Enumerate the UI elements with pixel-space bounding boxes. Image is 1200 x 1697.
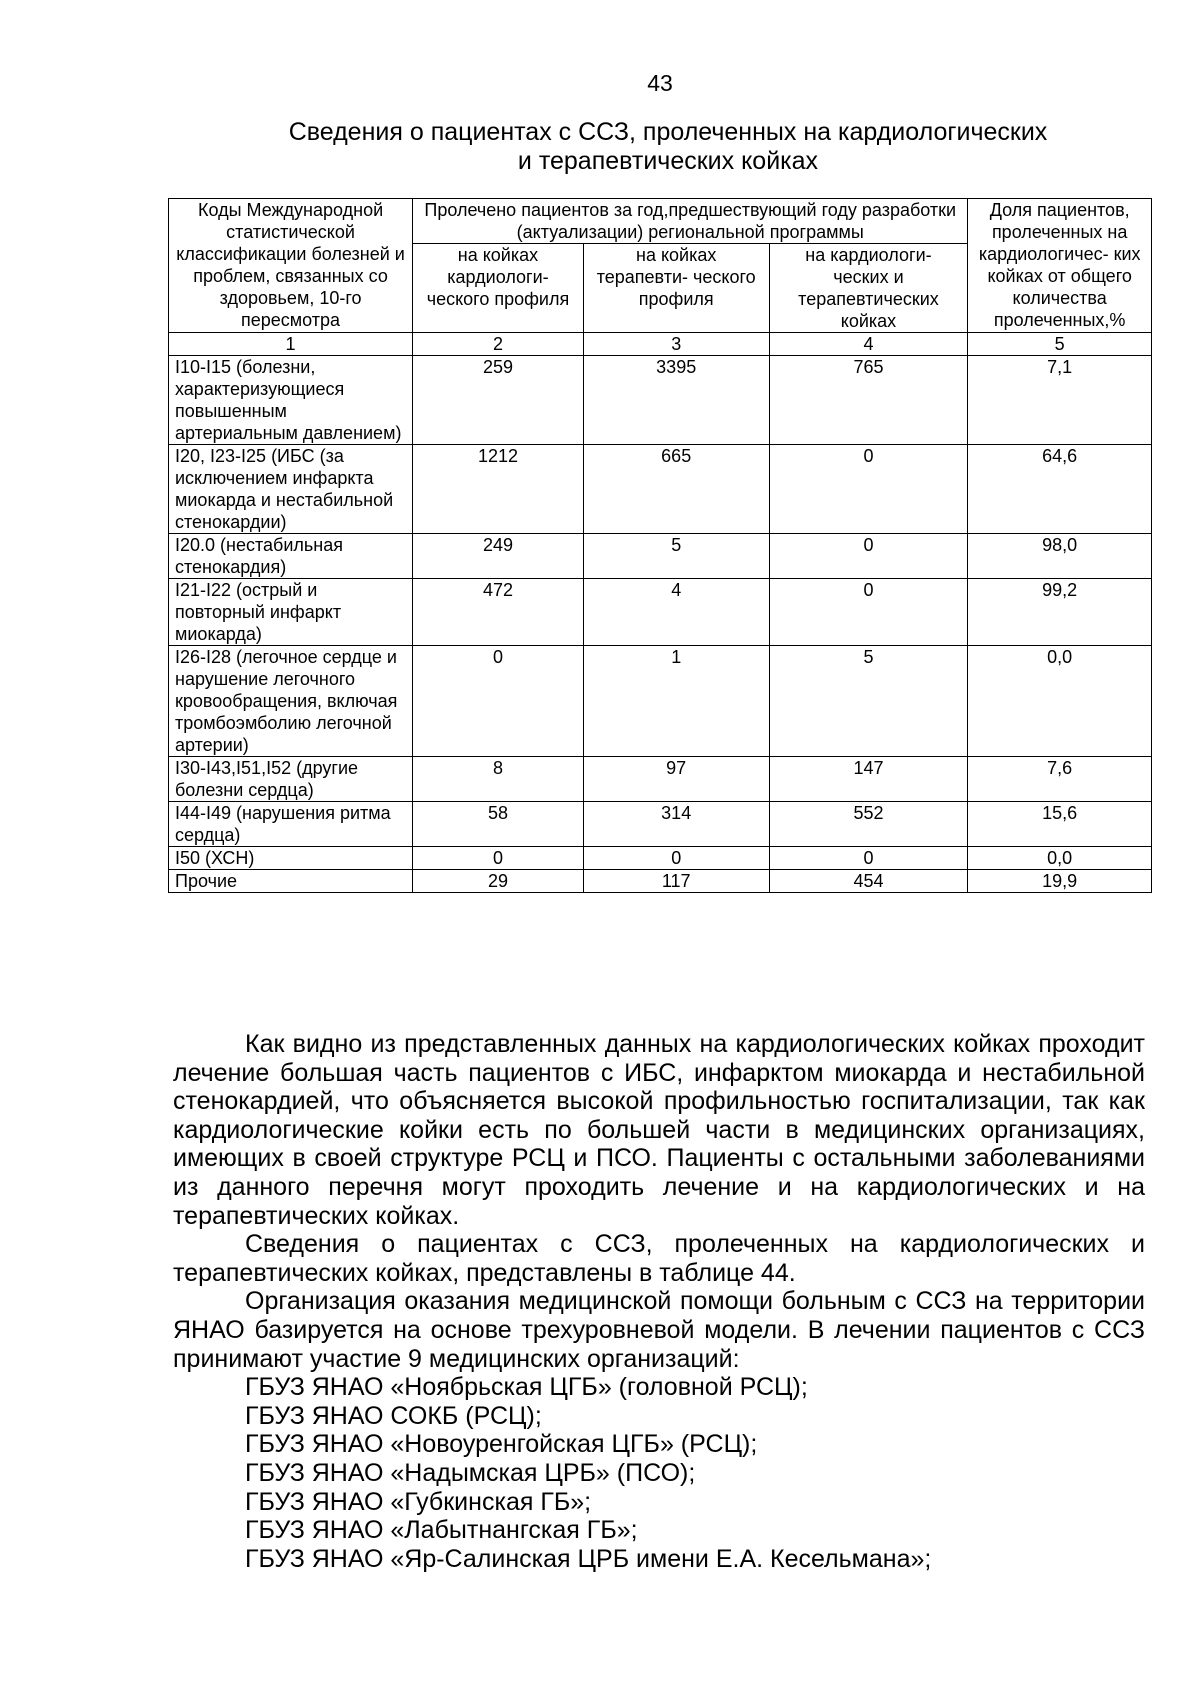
table-title-line-2: и терапевтических койках	[517, 147, 819, 175]
table-row	[169, 646, 1152, 757]
paragraph: Организация оказания медицинской помощи больным с ССЗ на территории ЯНАО базируется на основе трехуровневой модели. В лечении пациентов с ССЗ принимают участие 9 медицинских организаций:	[173, 1287, 1145, 1373]
value-cell: 97	[583, 757, 769, 802]
value-cell: 7,1	[968, 356, 1152, 445]
icd-code-cell: I20, I23-I25 (ИБС (за исключением инфаркта миокарда и нестабильной стенокардии)	[169, 445, 413, 534]
header-therapy-beds: на койках терапевти- ческого профиля	[583, 244, 769, 333]
table-row	[169, 870, 1152, 893]
body-text	[173, 1030, 1145, 1573]
value-cell: 0	[769, 534, 968, 579]
icd-code-cell: I10-I15 (болезни, характеризующиеся повышенным артериальным давлением)	[169, 356, 413, 445]
table-row	[169, 757, 1152, 802]
table-row	[169, 579, 1152, 646]
value-cell: 314	[583, 802, 769, 847]
page-number: 43	[647, 70, 673, 96]
header-treated-group: Пролечено пациентов за год,предшествующий году разработки (актуализации) региональной программы	[413, 199, 968, 244]
value-cell: 665	[583, 445, 769, 534]
value-cell: 0,0	[968, 847, 1152, 870]
value-cell: 117	[583, 870, 769, 893]
value-cell: 64,6	[968, 445, 1152, 534]
header-cardio-therapy-beds: на кардиологи- ческих и терапевтических койках	[769, 244, 968, 333]
icd-code-cell: I44-I49 (нарушения ритма сердца)	[169, 802, 413, 847]
column-index: 3	[583, 333, 769, 356]
list-item: ГБУЗ ЯНАО «Яр-Салинская ЦРБ имени Е.А. Кесельмана»;	[245, 1544, 932, 1573]
value-cell: 4	[583, 579, 769, 646]
value-cell: 1	[583, 646, 769, 757]
value-cell: 552	[769, 802, 968, 847]
header-cardio-beds: на койках кардиологи- ческого профиля	[413, 244, 584, 333]
header-cardio-share: Доля пациентов, пролеченных на кардиологичес- ких койках от общего количества пролеченных,%	[968, 199, 1152, 333]
value-cell: 0,0	[968, 646, 1152, 757]
list-item: ГБУЗ ЯНАО «Надымская ЦРБ» (ПСО);	[245, 1458, 696, 1487]
value-cell: 5	[583, 534, 769, 579]
table-title-line-1: Сведения о пациентах с ССЗ, пролеченных на кардиологических	[288, 118, 1048, 146]
value-cell: 249	[413, 534, 584, 579]
value-cell: 3395	[583, 356, 769, 445]
table-row	[169, 356, 1152, 445]
column-index: 5	[968, 333, 1152, 356]
header-icd-codes: Коды Международной статистической классификации болезней и проблем, связанных со здоровьем, 10-го пересмотра	[169, 199, 413, 333]
icd-code-cell: I20.0 (нестабильная стенокардия)	[169, 534, 413, 579]
list-item: ГБУЗ ЯНАО СОКБ (РСЦ);	[245, 1401, 542, 1430]
paragraph: Как видно из представленных данных на кардиологических койках проходит лечение большая часть пациентов с ИБС, инфарктом миокарда и нестабильной стенокардией, что объясняется высокой профильностью госпитализации, так как кардиологические койки есть по большей части в медицинских организациях, имеющих в своей структуре РСЦ и ПСО. Пациенты с остальными заболеваниями из данного перечня могут проходить лечение и на кардиологических и на терапевтических койках.	[173, 1030, 1145, 1230]
list-item: ГБУЗ ЯНАО «Губкинская ГБ»;	[245, 1487, 592, 1516]
value-cell: 0	[769, 445, 968, 534]
table-row	[169, 534, 1152, 579]
value-cell: 454	[769, 870, 968, 893]
value-cell: 7,6	[968, 757, 1152, 802]
column-index: 1	[169, 333, 413, 356]
table-row	[169, 445, 1152, 534]
icd-code-cell: I50 (ХСН)	[169, 847, 413, 870]
list-item: ГБУЗ ЯНАО «Ноябрьская ЦГБ» (головной РСЦ);	[245, 1373, 808, 1402]
value-cell: 765	[769, 356, 968, 445]
icd-code-cell: I26-I28 (легочное сердце и нарушение легочного кровообращения, включая тромбоэмболию легочной артерии)	[169, 646, 413, 757]
column-index-row	[169, 333, 1152, 356]
icd-code-cell: I21-I22 (острый и повторный инфаркт миокарда)	[169, 579, 413, 646]
column-index: 4	[769, 333, 968, 356]
table-row	[169, 802, 1152, 847]
value-cell: 99,2	[968, 579, 1152, 646]
list-item: ГБУЗ ЯНАО «Лабытнангская ГБ»;	[245, 1516, 638, 1545]
value-cell: 29	[413, 870, 584, 893]
icd-code-cell: Прочие	[169, 870, 413, 893]
value-cell: 5	[769, 646, 968, 757]
column-index: 2	[413, 333, 584, 356]
table-title	[168, 118, 1168, 176]
value-cell: 1212	[413, 445, 584, 534]
value-cell: 147	[769, 757, 968, 802]
value-cell: 15,6	[968, 802, 1152, 847]
patients-table	[168, 198, 1152, 893]
paragraph: Сведения о пациентах с ССЗ, пролеченных на кардиологических и терапевтических койках, представлены в таблице 44.	[173, 1230, 1145, 1287]
value-cell: 0	[769, 579, 968, 646]
value-cell: 472	[413, 579, 584, 646]
table-row	[169, 847, 1152, 870]
value-cell: 0	[413, 847, 584, 870]
icd-code-cell: I30-I43,I51,I52 (другие болезни сердца)	[169, 757, 413, 802]
value-cell: 0	[413, 646, 584, 757]
list-item: ГБУЗ ЯНАО «Новоуренгойская ЦГБ» (РСЦ);	[245, 1430, 758, 1459]
value-cell: 0	[769, 847, 968, 870]
value-cell: 98,0	[968, 534, 1152, 579]
value-cell: 58	[413, 802, 584, 847]
value-cell: 259	[413, 356, 584, 445]
value-cell: 19,9	[968, 870, 1152, 893]
value-cell: 0	[583, 847, 769, 870]
value-cell: 8	[413, 757, 584, 802]
